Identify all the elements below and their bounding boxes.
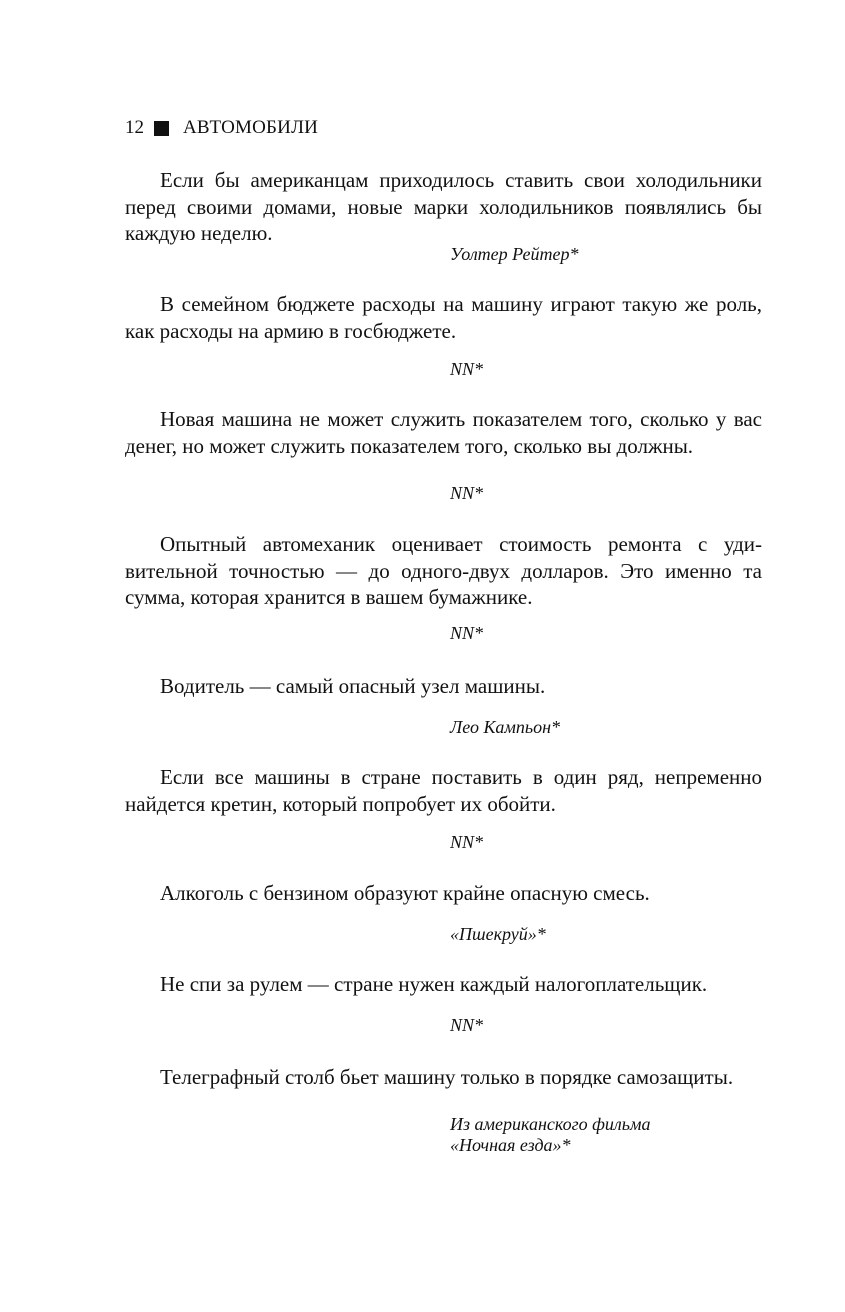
page-number: 12: [125, 117, 144, 138]
quote-author: NN*: [450, 359, 484, 379]
quote-text: Если все машины в стране поставить в один ряд, непременно найдется кретин, который попробует их обойти.: [125, 765, 762, 816]
quote-block: [125, 673, 762, 737]
quote-block: [125, 880, 762, 944]
quote-text: Водитель — самый опасный узел машины.: [160, 674, 546, 698]
quote-author: Уолтер Рейтер*: [450, 244, 579, 264]
quote-block: [125, 971, 762, 1035]
quote-block: [125, 1064, 762, 1155]
quote-author: [450, 1114, 650, 1156]
quote-author-line: Из американского фильма: [450, 1114, 651, 1134]
quote-author: «Пшекруй»*: [450, 924, 546, 944]
running-head: [125, 116, 318, 140]
quote-text: Не спи за рулем — стране нужен каждый налогоплательщик.: [160, 972, 708, 996]
quote-block: [125, 531, 762, 643]
quote-text: Алкоголь с бензином образуют крайне опасную смесь.: [160, 881, 650, 905]
quote-block: [125, 167, 762, 264]
quote-text: Если бы американцам приходилось ставить свои холодильники перед своими домами, новые марки холодильников появлялись бы каждую неделю.: [125, 168, 762, 245]
quote-author: Лео Кампьон*: [450, 717, 561, 737]
quote-text: Опытный автомеханик оценивает стоимость ремонта с удивительной точностью — до одного-двух долларов. Это именно та сумма, которая хранится в вашем бумажнике.: [125, 532, 762, 609]
quote-block: [125, 406, 762, 503]
quote-block: [125, 764, 762, 852]
quote-author: NN*: [450, 832, 484, 852]
quote-author: NN*: [450, 1015, 484, 1035]
quote-author: NN*: [450, 623, 484, 643]
section-title: АВТОМОБИЛИ: [183, 117, 319, 138]
quote-text: В семейном бюджете расходы на машину играют такую же роль, как расходы на армию в госбюджете.: [125, 292, 762, 343]
header-square-ornament: [154, 121, 169, 136]
quote-author: NN*: [450, 483, 484, 503]
quote-text: Телеграфный столб бьет машину только в порядке самозащиты.: [160, 1065, 734, 1089]
quote-author-line: «Ночная езда»*: [450, 1135, 571, 1155]
quote-block: [125, 291, 762, 379]
quote-text: Новая машина не может служить показателем того, сколько у вас денег, но может служить показателем того, сколько вы должны.: [125, 407, 762, 458]
